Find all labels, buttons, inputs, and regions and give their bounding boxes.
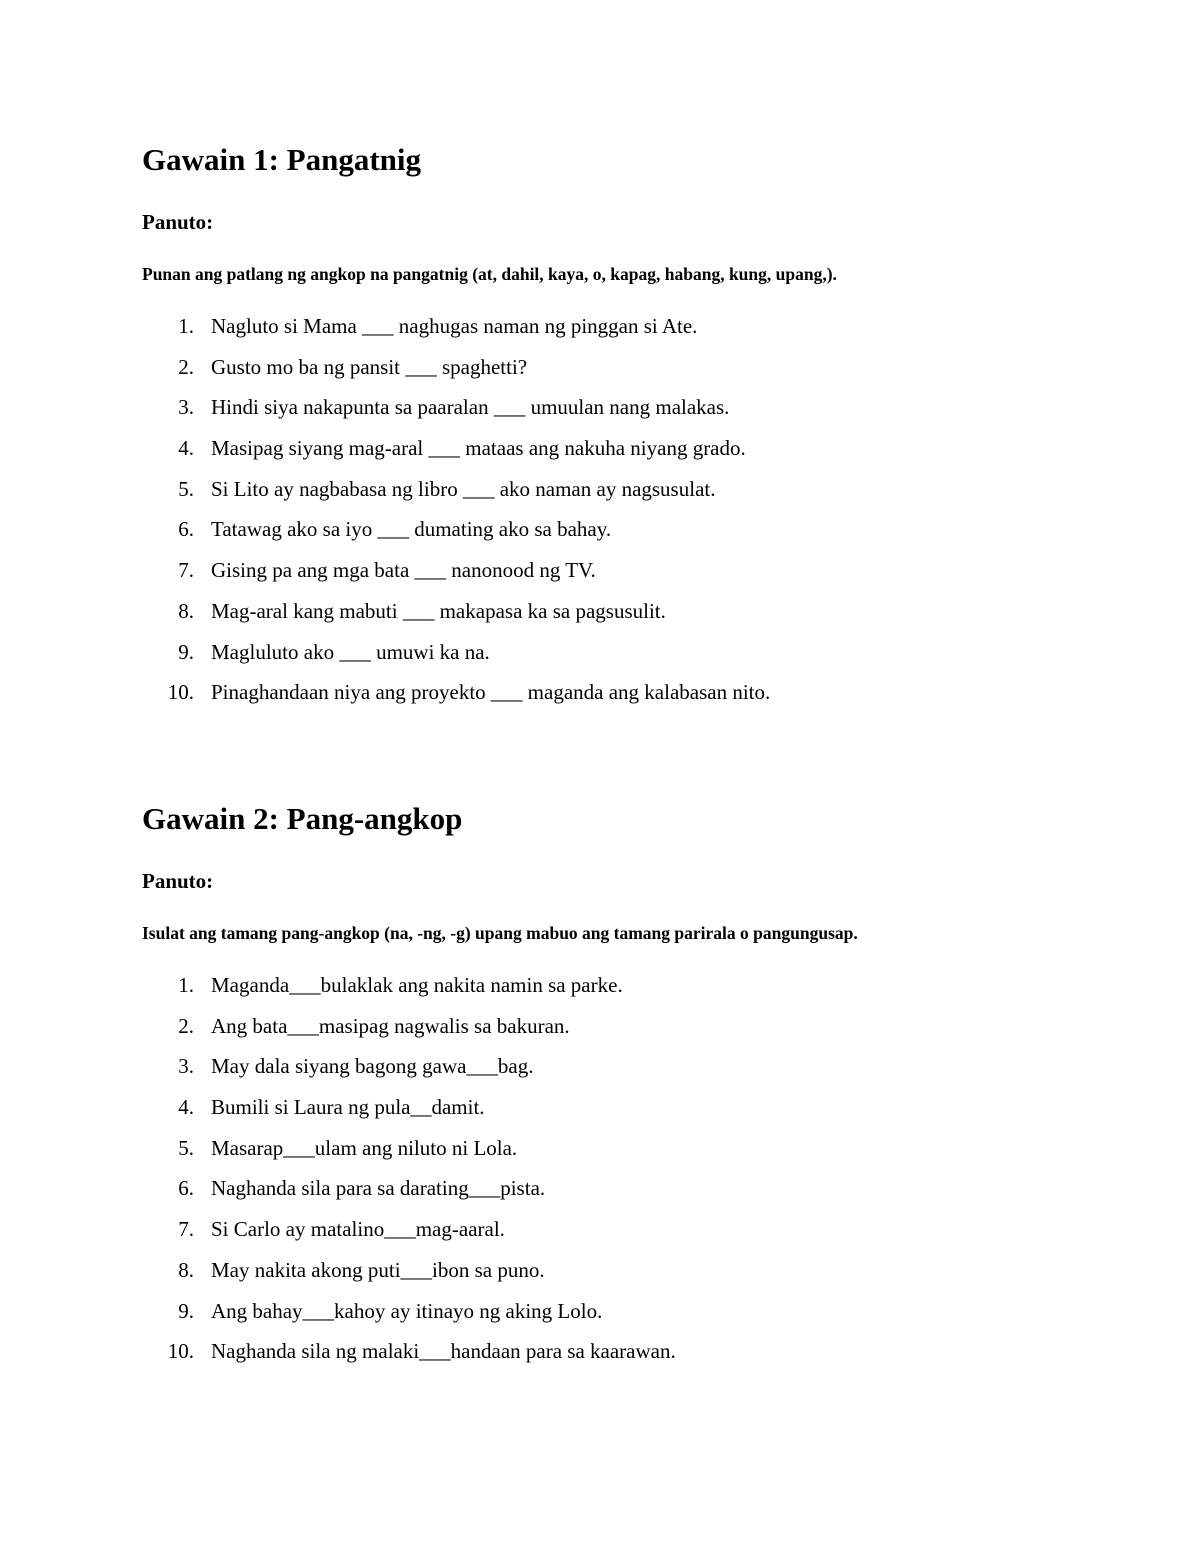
item-number: 1. [178, 973, 194, 997]
item-text: May dala siyang bagong gawa___bag. [211, 1054, 534, 1079]
item-number: 9. [178, 1298, 194, 1323]
item-number: 8. [178, 598, 194, 623]
item-number: 5. [178, 476, 194, 501]
item-text: Magluluto ako ___ umuwi ka na. [211, 639, 490, 664]
panuto-label: Panuto: [142, 869, 214, 893]
item-text: Hindi siya nakapunta sa paaralan ___ umuulan nang malakas. [211, 395, 730, 420]
item-text: May nakita akong puti___ibon sa puno. [211, 1257, 545, 1282]
item-number: 10. [167, 680, 194, 705]
item-number: 5. [178, 1135, 194, 1160]
item-text: Naghanda sila ng malaki___handaan para sa kaarawan. [211, 1339, 676, 1364]
item-text: Ang bata___masipag nagwalis sa bakuran. [211, 1013, 570, 1038]
item-text: Si Lito ay nagbabasa ng libro ___ ako naman ay nagsusulat. [211, 476, 716, 501]
item-number: 7. [178, 558, 194, 583]
item-text: Gusto mo ba ng pansit ___ spaghetti? [211, 354, 528, 379]
section-pang-angkop [142, 797, 1142, 1364]
item-number: 6. [178, 517, 194, 542]
item-number: 8. [178, 1257, 194, 1282]
item-text: Nagluto si Mama ___ naghugas naman ng pinggan si Ate. [211, 314, 698, 338]
item-number: 6. [178, 1176, 194, 1201]
section-title: Gawain 2: Pang-angkop [142, 801, 463, 836]
item-number: 2. [178, 354, 194, 379]
item-text: Mag-aral kang mabuti ___ makapasa ka sa pagsusulit. [211, 598, 666, 623]
item-number: 10. [167, 1339, 194, 1364]
item-text: Masipag siyang mag-aral ___ mataas ang nakuha niyang grado. [211, 436, 746, 461]
item-text: Bumili si Laura ng pula__damit. [211, 1095, 485, 1120]
item-text: Pinaghandaan niya ang proyekto ___ maganda ang kalabasan nito. [211, 680, 771, 705]
item-number: 1. [178, 314, 194, 338]
panuto-label: Panuto: [142, 210, 214, 234]
item-number: 9. [178, 639, 194, 664]
instruction-text: Isulat ang tamang pang-angkop (na, -ng, -g) upang mabuo ang tamang parirala o pangungusap. [142, 923, 858, 943]
item-number: 3. [178, 1054, 194, 1079]
item-number: 4. [178, 436, 194, 461]
item-text: Naghanda sila para sa darating___pista. [211, 1176, 546, 1201]
item-text: Masarap___ulam ang niluto ni Lola. [211, 1135, 518, 1160]
section-pangatnig [142, 138, 1142, 705]
item-text: Tatawag ako sa iyo ___ dumating ako sa bahay. [211, 517, 612, 542]
instruction-text: Punan ang patlang ng angkop na pangatnig (at, dahil, kaya, o, kapag, habang, kung, upang,). [142, 264, 837, 284]
item-text: Gising pa ang mga bata ___ nanonood ng TV. [211, 558, 596, 583]
item-text: Maganda___bulaklak ang nakita namin sa parke. [211, 973, 623, 997]
item-number: 2. [178, 1013, 194, 1038]
item-number: 3. [178, 395, 194, 420]
item-text: Si Carlo ay matalino___mag-aaral. [211, 1217, 505, 1242]
item-number: 7. [178, 1217, 194, 1242]
item-number: 4. [178, 1095, 194, 1120]
item-text: Ang bahay___kahoy ay itinayo ng aking Lolo. [211, 1298, 603, 1323]
section-title: Gawain 1: Pangatnig [142, 142, 422, 177]
